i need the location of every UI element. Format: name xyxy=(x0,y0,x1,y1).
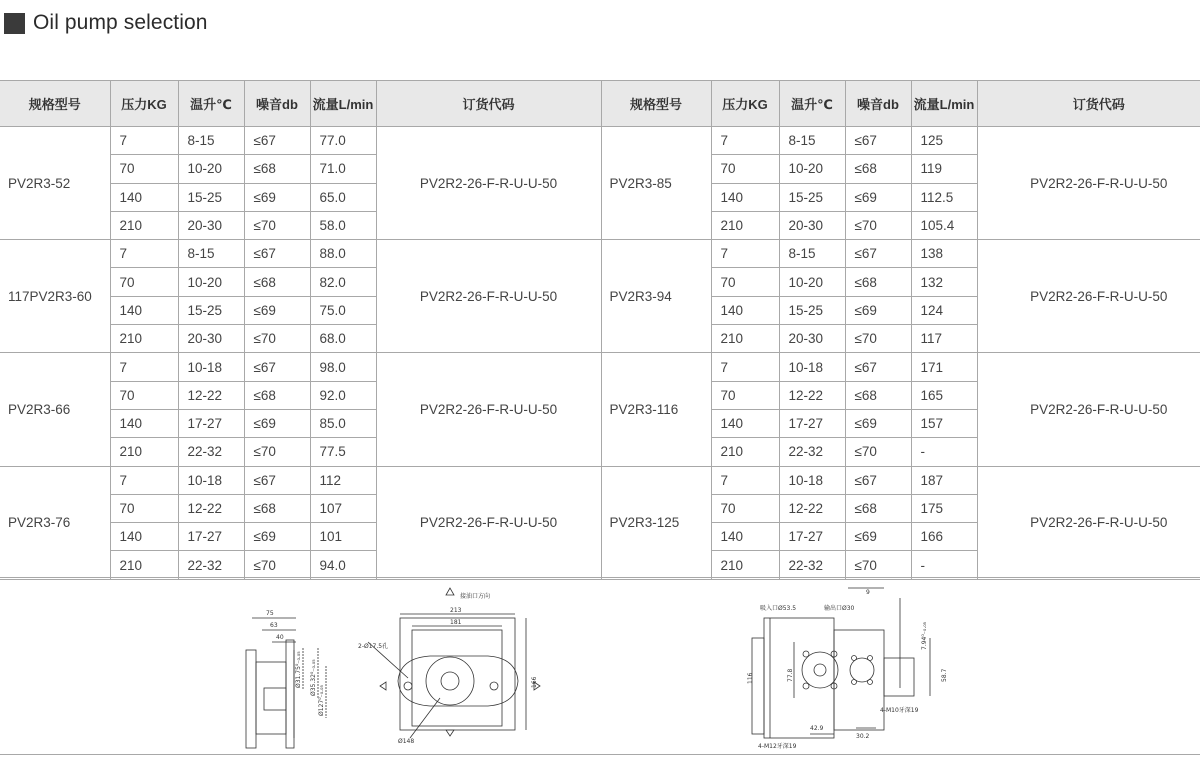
temp-cell: 22-32 xyxy=(779,551,845,579)
temp-cell: 8-15 xyxy=(178,127,244,155)
noise-cell: ≤69 xyxy=(244,296,310,324)
noise-cell: ≤68 xyxy=(244,494,310,522)
temp-cell: 15-25 xyxy=(178,183,244,211)
back-dim-116: 116 xyxy=(747,672,754,684)
flow-cell: 77.0 xyxy=(310,127,376,155)
flow-cell: 105.4 xyxy=(911,211,977,239)
table-body xyxy=(0,127,1200,580)
pressure-cell: 140 xyxy=(711,409,779,437)
flow-cell: 124 xyxy=(911,296,977,324)
header-temp-right: 温升℃ xyxy=(779,81,845,127)
noise-cell: ≤69 xyxy=(244,409,310,437)
pressure-cell: 7 xyxy=(711,240,779,268)
flow-cell: 165 xyxy=(911,381,977,409)
noise-cell: ≤68 xyxy=(845,494,911,522)
table-row xyxy=(0,353,1200,381)
noise-cell: ≤69 xyxy=(845,523,911,551)
noise-cell: ≤69 xyxy=(845,296,911,324)
flow-cell: 107 xyxy=(310,494,376,522)
noise-cell: ≤68 xyxy=(845,155,911,183)
temp-cell: 20-30 xyxy=(779,325,845,353)
noise-cell: ≤67 xyxy=(845,240,911,268)
front-holes: 2-Ø17.5孔 xyxy=(358,643,389,650)
order-code-cell: PV2R2-26-F-R-U-U-50 xyxy=(977,466,1200,579)
flow-cell: 157 xyxy=(911,409,977,437)
flow-cell: 117 xyxy=(911,325,977,353)
temp-cell: 20-30 xyxy=(178,325,244,353)
pressure-cell: 210 xyxy=(110,325,178,353)
side-dim-63: 63 xyxy=(270,622,278,629)
noise-cell: ≤69 xyxy=(845,183,911,211)
pressure-cell: 7 xyxy=(110,240,178,268)
flow-cell: 94.0 xyxy=(310,551,376,579)
pressure-cell: 140 xyxy=(110,409,178,437)
flow-cell: 65.0 xyxy=(310,183,376,211)
model-cell: PV2R3-116 xyxy=(601,353,711,466)
flow-cell: 92.0 xyxy=(310,381,376,409)
temp-cell: 10-20 xyxy=(178,268,244,296)
header-pressure: 压力KG xyxy=(110,81,178,127)
temp-cell: 22-32 xyxy=(178,438,244,466)
flow-cell: 71.0 xyxy=(310,155,376,183)
temp-cell: 8-15 xyxy=(779,240,845,268)
model-cell: PV2R3-125 xyxy=(601,466,711,579)
table-row xyxy=(0,127,1200,155)
header-noise-right: 噪音db xyxy=(845,81,911,127)
temp-cell: 17-27 xyxy=(178,523,244,551)
back-dim-58: 58.7 xyxy=(941,668,948,682)
noise-cell: ≤67 xyxy=(244,466,310,494)
flow-cell: 58.0 xyxy=(310,211,376,239)
header-flow-right: 流量L/min xyxy=(911,81,977,127)
flow-cell: 77.5 xyxy=(310,438,376,466)
model-cell: PV2R3-52 xyxy=(0,127,110,240)
noise-cell: ≤70 xyxy=(244,325,310,353)
front-note: 接油口方向 xyxy=(460,593,491,600)
flow-cell: 138 xyxy=(911,240,977,268)
model-cell: PV2R3-94 xyxy=(601,240,711,353)
noise-cell: ≤70 xyxy=(244,211,310,239)
pressure-cell: 7 xyxy=(110,353,178,381)
back-dim-9: 9 xyxy=(866,589,870,596)
temp-cell: 8-15 xyxy=(779,127,845,155)
order-code-cell: PV2R2-26-F-R-U-U-50 xyxy=(376,127,601,240)
model-cell: PV2R3-85 xyxy=(601,127,711,240)
pressure-cell: 210 xyxy=(711,325,779,353)
back-dim-77: 77.8 xyxy=(787,668,794,682)
front-dim-181: 181 xyxy=(450,619,462,626)
section-marker-icon xyxy=(4,13,25,34)
front-dim-166: 166 xyxy=(531,676,538,688)
order-code-cell: PV2R2-26-F-R-U-U-50 xyxy=(977,127,1200,240)
flow-cell: 119 xyxy=(911,155,977,183)
side-dim-dia35: Ø35.32⁰₋₀.₀₅ xyxy=(310,659,317,696)
temp-cell: 12-22 xyxy=(178,381,244,409)
noise-cell: ≤69 xyxy=(244,183,310,211)
temp-cell: 17-27 xyxy=(178,409,244,437)
pressure-cell: 70 xyxy=(110,494,178,522)
pressure-cell: 140 xyxy=(711,296,779,324)
noise-cell: ≤68 xyxy=(244,381,310,409)
noise-cell: ≤68 xyxy=(244,268,310,296)
flow-cell: - xyxy=(911,438,977,466)
temp-cell: 8-15 xyxy=(178,240,244,268)
pressure-cell: 70 xyxy=(110,155,178,183)
temp-cell: 10-18 xyxy=(779,466,845,494)
pressure-cell: 70 xyxy=(110,268,178,296)
pressure-cell: 210 xyxy=(711,551,779,579)
pressure-cell: 210 xyxy=(110,551,178,579)
pressure-cell: 210 xyxy=(110,438,178,466)
pressure-cell: 7 xyxy=(711,127,779,155)
pressure-cell: 140 xyxy=(711,523,779,551)
flow-cell: 166 xyxy=(911,523,977,551)
temp-cell: 12-22 xyxy=(779,494,845,522)
header-noise: 噪音db xyxy=(244,81,310,127)
noise-cell: ≤68 xyxy=(845,381,911,409)
pressure-cell: 140 xyxy=(110,523,178,551)
temp-cell: 10-18 xyxy=(178,466,244,494)
temp-cell: 15-25 xyxy=(178,296,244,324)
table-header-row xyxy=(0,81,1200,127)
header-model: 规格型号 xyxy=(0,81,110,127)
header-temp: 温升℃ xyxy=(178,81,244,127)
temp-cell: 20-30 xyxy=(178,211,244,239)
flow-cell: 101 xyxy=(310,523,376,551)
pressure-cell: 70 xyxy=(711,494,779,522)
front-dim-dia148: Ø148 xyxy=(398,738,415,745)
noise-cell: ≤69 xyxy=(845,409,911,437)
pressure-cell: 70 xyxy=(711,155,779,183)
noise-cell: ≤70 xyxy=(845,551,911,579)
model-cell: 117PV2R3-60 xyxy=(0,240,110,353)
pressure-cell: 7 xyxy=(110,127,178,155)
noise-cell: ≤67 xyxy=(845,127,911,155)
noise-cell: ≤68 xyxy=(244,155,310,183)
pressure-cell: 140 xyxy=(110,296,178,324)
order-code-cell: PV2R2-26-F-R-U-U-50 xyxy=(376,466,601,579)
pressure-cell: 7 xyxy=(711,353,779,381)
front-dim-213: 213 xyxy=(450,607,462,614)
noise-cell: ≤70 xyxy=(845,325,911,353)
pressure-cell: 7 xyxy=(110,466,178,494)
temp-cell: 20-30 xyxy=(779,211,845,239)
back-thread-out: 4-M10牙深19 xyxy=(880,707,919,714)
noise-cell: ≤70 xyxy=(244,551,310,579)
flow-cell: 125 xyxy=(911,127,977,155)
pressure-cell: 140 xyxy=(110,183,178,211)
flow-cell: 132 xyxy=(911,268,977,296)
temp-cell: 10-18 xyxy=(178,353,244,381)
temp-cell: 15-25 xyxy=(779,296,845,324)
temp-cell: 10-20 xyxy=(779,155,845,183)
noise-cell: ≤67 xyxy=(244,240,310,268)
pressure-cell: 70 xyxy=(711,268,779,296)
temp-cell: 10-20 xyxy=(178,155,244,183)
dimension-drawings xyxy=(0,577,1200,755)
header-model-right: 规格型号 xyxy=(601,81,711,127)
order-code-cell: PV2R2-26-F-R-U-U-50 xyxy=(977,240,1200,353)
model-cell: PV2R3-66 xyxy=(0,353,110,466)
flow-cell: 175 xyxy=(911,494,977,522)
noise-cell: ≤70 xyxy=(845,211,911,239)
pressure-cell: 140 xyxy=(711,183,779,211)
table-row xyxy=(0,466,1200,494)
pressure-cell: 210 xyxy=(110,211,178,239)
temp-cell: 12-22 xyxy=(178,494,244,522)
back-thread-in: 4-M12牙深19 xyxy=(758,743,797,750)
back-dim-30: 30.2 xyxy=(856,733,870,740)
pump-spec-table xyxy=(0,80,1200,580)
drawings-svg xyxy=(0,578,1200,756)
section-header xyxy=(4,10,208,36)
noise-cell: ≤69 xyxy=(244,523,310,551)
temp-cell: 22-32 xyxy=(779,438,845,466)
side-dim-dia127: Ø127⁰₋₀.₀₅ xyxy=(318,685,325,716)
flow-cell: 98.0 xyxy=(310,353,376,381)
temp-cell: 17-27 xyxy=(779,409,845,437)
back-inlet: 吸入口Ø53.5 xyxy=(760,605,797,612)
temp-cell: 10-18 xyxy=(779,353,845,381)
model-cell: PV2R3-76 xyxy=(0,466,110,579)
header-order-right: 订货代码 xyxy=(977,81,1200,127)
pressure-cell: 210 xyxy=(711,211,779,239)
order-code-cell: PV2R2-26-F-R-U-U-50 xyxy=(376,240,601,353)
temp-cell: 17-27 xyxy=(779,523,845,551)
header-flow: 流量L/min xyxy=(310,81,376,127)
noise-cell: ≤67 xyxy=(845,466,911,494)
pressure-cell: 70 xyxy=(711,381,779,409)
flow-cell: 68.0 xyxy=(310,325,376,353)
pressure-cell: 7 xyxy=(711,466,779,494)
back-dim-7: 7.94⁰₋₀.₀₅ xyxy=(921,621,928,650)
table-row xyxy=(0,240,1200,268)
flow-cell: 88.0 xyxy=(310,240,376,268)
flow-cell: 112.5 xyxy=(911,183,977,211)
noise-cell: ≤68 xyxy=(845,268,911,296)
flow-cell: 82.0 xyxy=(310,268,376,296)
side-dim-75: 75 xyxy=(266,610,274,617)
order-code-cell: PV2R2-26-F-R-U-U-50 xyxy=(376,353,601,466)
flow-cell: 171 xyxy=(911,353,977,381)
flow-cell: 75.0 xyxy=(310,296,376,324)
side-dim-dia31: Ø31.75⁰₋₀.₀₅ xyxy=(295,651,302,688)
pressure-cell: 210 xyxy=(711,438,779,466)
noise-cell: ≤67 xyxy=(244,127,310,155)
back-outlet: 输出口Ø30 xyxy=(824,605,855,612)
page-title: Oil pump selection xyxy=(33,11,208,34)
header-pressure-right: 压力KG xyxy=(711,81,779,127)
order-code-cell: PV2R2-26-F-R-U-U-50 xyxy=(977,353,1200,466)
noise-cell: ≤70 xyxy=(244,438,310,466)
temp-cell: 15-25 xyxy=(779,183,845,211)
flow-cell: 112 xyxy=(310,466,376,494)
temp-cell: 10-20 xyxy=(779,268,845,296)
temp-cell: 12-22 xyxy=(779,381,845,409)
noise-cell: ≤67 xyxy=(845,353,911,381)
flow-cell: 85.0 xyxy=(310,409,376,437)
header-order: 订货代码 xyxy=(376,81,601,127)
flow-cell: - xyxy=(911,551,977,579)
noise-cell: ≤70 xyxy=(845,438,911,466)
side-dim-40: 40 xyxy=(276,634,284,641)
temp-cell: 22-32 xyxy=(178,551,244,579)
flow-cell: 187 xyxy=(911,466,977,494)
back-dim-42: 42.9 xyxy=(810,725,824,732)
noise-cell: ≤67 xyxy=(244,353,310,381)
pressure-cell: 70 xyxy=(110,381,178,409)
